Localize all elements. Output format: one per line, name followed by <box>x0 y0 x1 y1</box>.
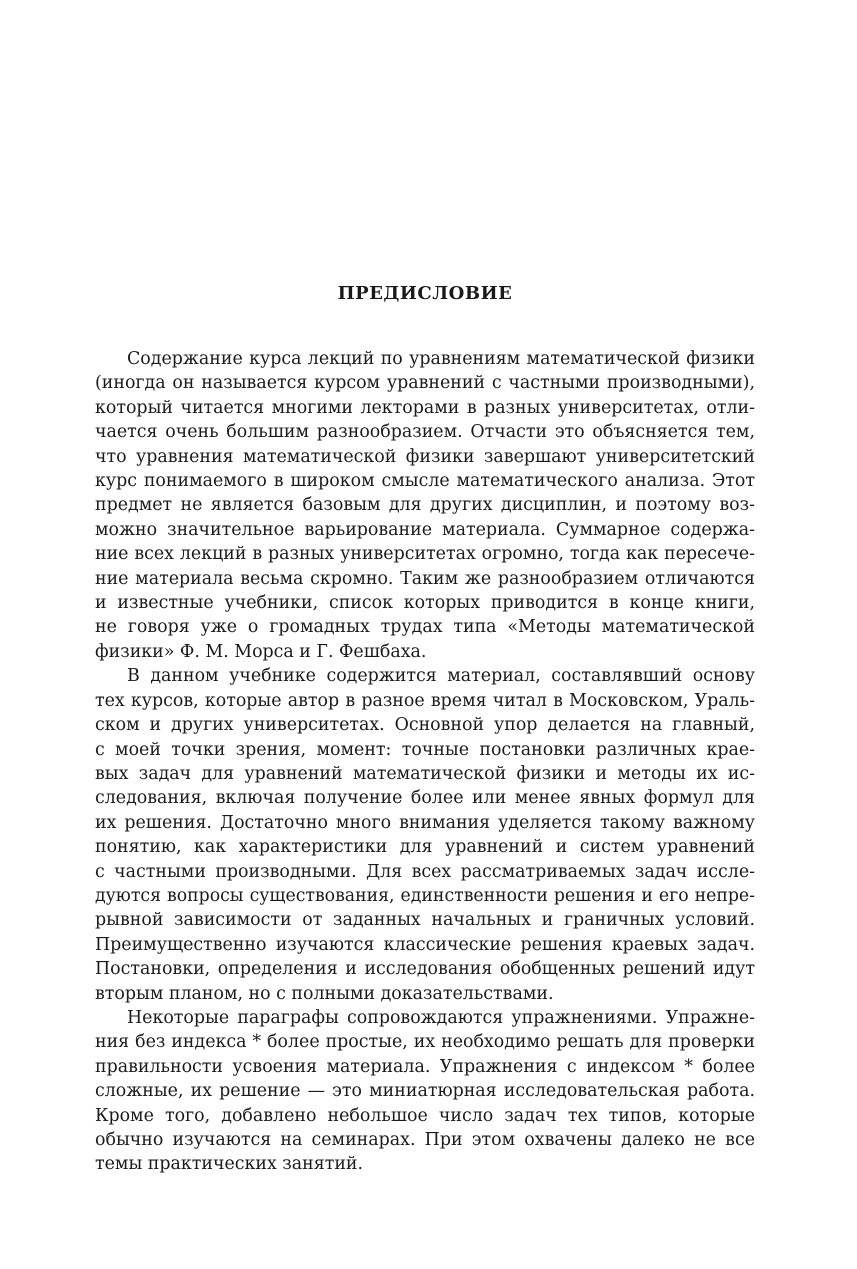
body-text <box>95 347 755 1177</box>
text-line: (иногда он называется курсом уравнений с частными производными), <box>95 373 755 394</box>
text-line: с моей точки зрения, момент: точные постановки различных крае- <box>95 739 755 760</box>
text-line: вых задач для уравнений математической физики и методы их ис- <box>95 763 755 784</box>
text-line: курс понимаемого в широком смысле математического анализа. Этот <box>95 471 755 492</box>
text-line: тех курсов, которые автор в разное время читал в Московском, Ураль- <box>95 690 755 711</box>
text-line: ском и других университетах. Основной упор делается на главный, <box>95 715 755 736</box>
text-line: с частными производными. Для всех рассматриваемых задач иссле- <box>95 861 755 882</box>
text-line: сложные, их решение — это миниатюрная исследовательская работа. <box>95 1081 755 1102</box>
paragraph-1 <box>95 347 755 664</box>
text-line: можно значительное варьирование материала. Суммарное содержа- <box>95 519 755 540</box>
text-line: и известные учебники, список которых приводится в конце книги, <box>95 593 755 614</box>
text-line: рывной зависимости от заданных начальных и граничных условий. <box>95 910 755 931</box>
text-line: Преимущественно изучаются классические решения краевых задач. <box>95 934 755 955</box>
text-line: ние материала весьма скромно. Таким же разнообразием отличаются <box>95 568 755 589</box>
paragraph-3 <box>95 1006 755 1177</box>
text-line: что уравнения математической физики завершают университетский <box>95 446 755 467</box>
text-line: вторым планом, но с полными доказательствами. <box>95 983 554 1004</box>
text-line: предмет не является базовым для других дисциплин, и поэтому воз- <box>95 495 755 516</box>
text-line: следования, включая получение более или менее явных формул для <box>95 788 755 809</box>
text-line: дуются вопросы существования, единственности решения и его непре- <box>95 885 755 906</box>
text-line: В данном учебнике содержится материал, составлявший основу <box>127 666 755 687</box>
text-line: обычно изучаются на семинарах. При этом охвачены далеко не все <box>95 1130 755 1150</box>
text-line: Постановки, определения и исследования обобщенных решений идут <box>95 959 755 980</box>
paragraph-2 <box>95 664 755 1006</box>
text-line: чается очень большим разнообразием. Отчасти это объясняется тем, <box>95 422 755 443</box>
text-line: который читается многими лекторами в разных университетах, отли- <box>95 397 755 418</box>
text-line: правильности усвоения материала. Упражнения с индексом * более <box>95 1056 755 1077</box>
text-line: ние всех лекций в разных университетах огромно, тогда как пересече- <box>95 544 755 565</box>
text-line: их решения. Достаточно много внимания уделяется такому важному <box>95 812 755 833</box>
text-line: Содержание курса лекций по уравнениям математической физики <box>127 349 755 369</box>
text-line: Кроме того, добавлено небольшое число задач тех типов, которые <box>95 1105 755 1126</box>
text-line: Некоторые параграфы сопровождаются упражнениями. Упражне- <box>127 1007 755 1028</box>
text-line: понятию, как характеристики для уравнений и систем уравнений <box>95 837 755 858</box>
text-line: темы практических занятий. <box>95 1154 364 1175</box>
text-line: ния без индекса * более простые, их необходимо решать для проверки <box>95 1032 755 1053</box>
text-line: физики» Ф. М. Морса и Г. Фешбаха. <box>95 641 427 662</box>
page-title: ПРЕДИСЛОВИЕ <box>337 283 513 304</box>
text-line: не говоря уже о громадных трудах типа «Методы математической <box>95 617 755 638</box>
